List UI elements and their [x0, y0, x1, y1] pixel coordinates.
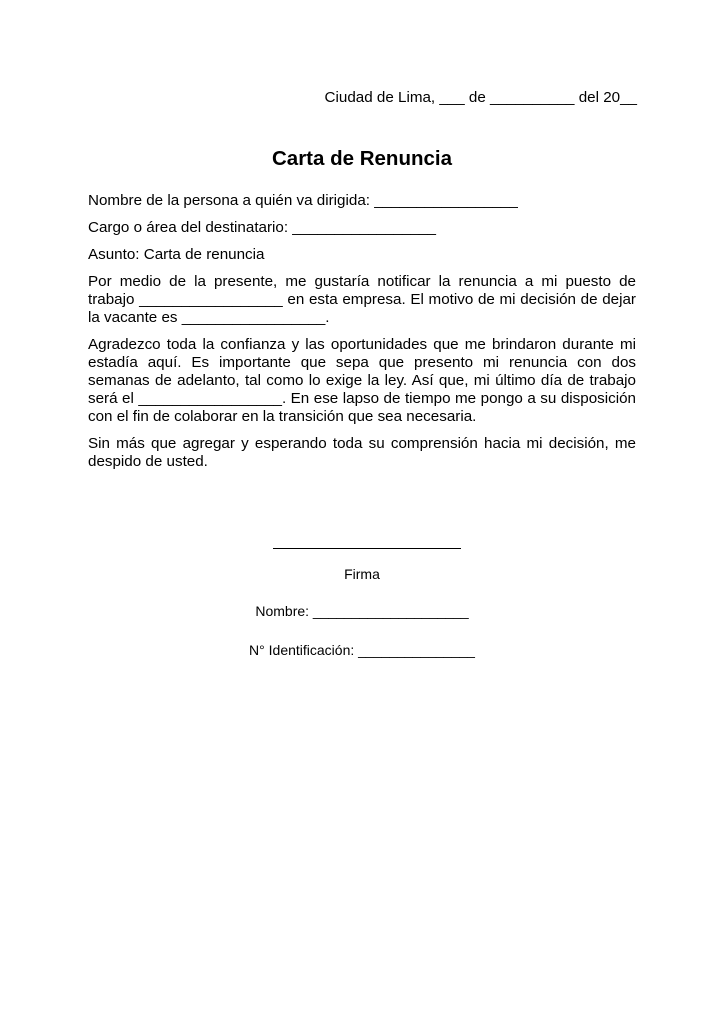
paragraph-closing: Sin más que agregar y esperando toda su comprensión hacia mi decisión, me despido de usted.	[88, 435, 636, 470]
paragraph-gratitude: Agradezco toda la confianza y las oportunidades que me brindaron durante mi estadía aquí. Es importante que sepa que presento mi renuncia con dos semanas de adelanto, tal como lo exige la ley. Así que, mi último día de trabajo será el _________________. En ese lapso de tiempo me pongo a su disposición con el fin de colaborar en la transición que sea necesaria.	[88, 336, 636, 425]
signer-name-line: Nombre: ____________________	[255, 603, 469, 619]
letter-title: Carta de Renuncia	[272, 147, 452, 170]
subject-line: Asunto: Carta de renuncia	[88, 246, 265, 263]
letter-body	[88, 192, 636, 480]
date-line: Ciudad de Lima, ___ de __________ del 20__	[324, 89, 637, 106]
paragraph-resignation: Por medio de la presente, me gustaría notificar la renuncia a mi puesto de trabajo _________________ en esta empresa. El motivo de mi decisión de dejar la vacante es _________________.	[88, 273, 636, 326]
signature-line	[273, 548, 461, 549]
position-line: Cargo o área del destinatario: _________________	[88, 219, 436, 236]
signer-id-line: N° Identificación: _______________	[249, 642, 475, 658]
signature-label: Firma	[344, 566, 380, 582]
recipient-line: Nombre de la persona a quién va dirigida: _________________	[88, 192, 518, 209]
